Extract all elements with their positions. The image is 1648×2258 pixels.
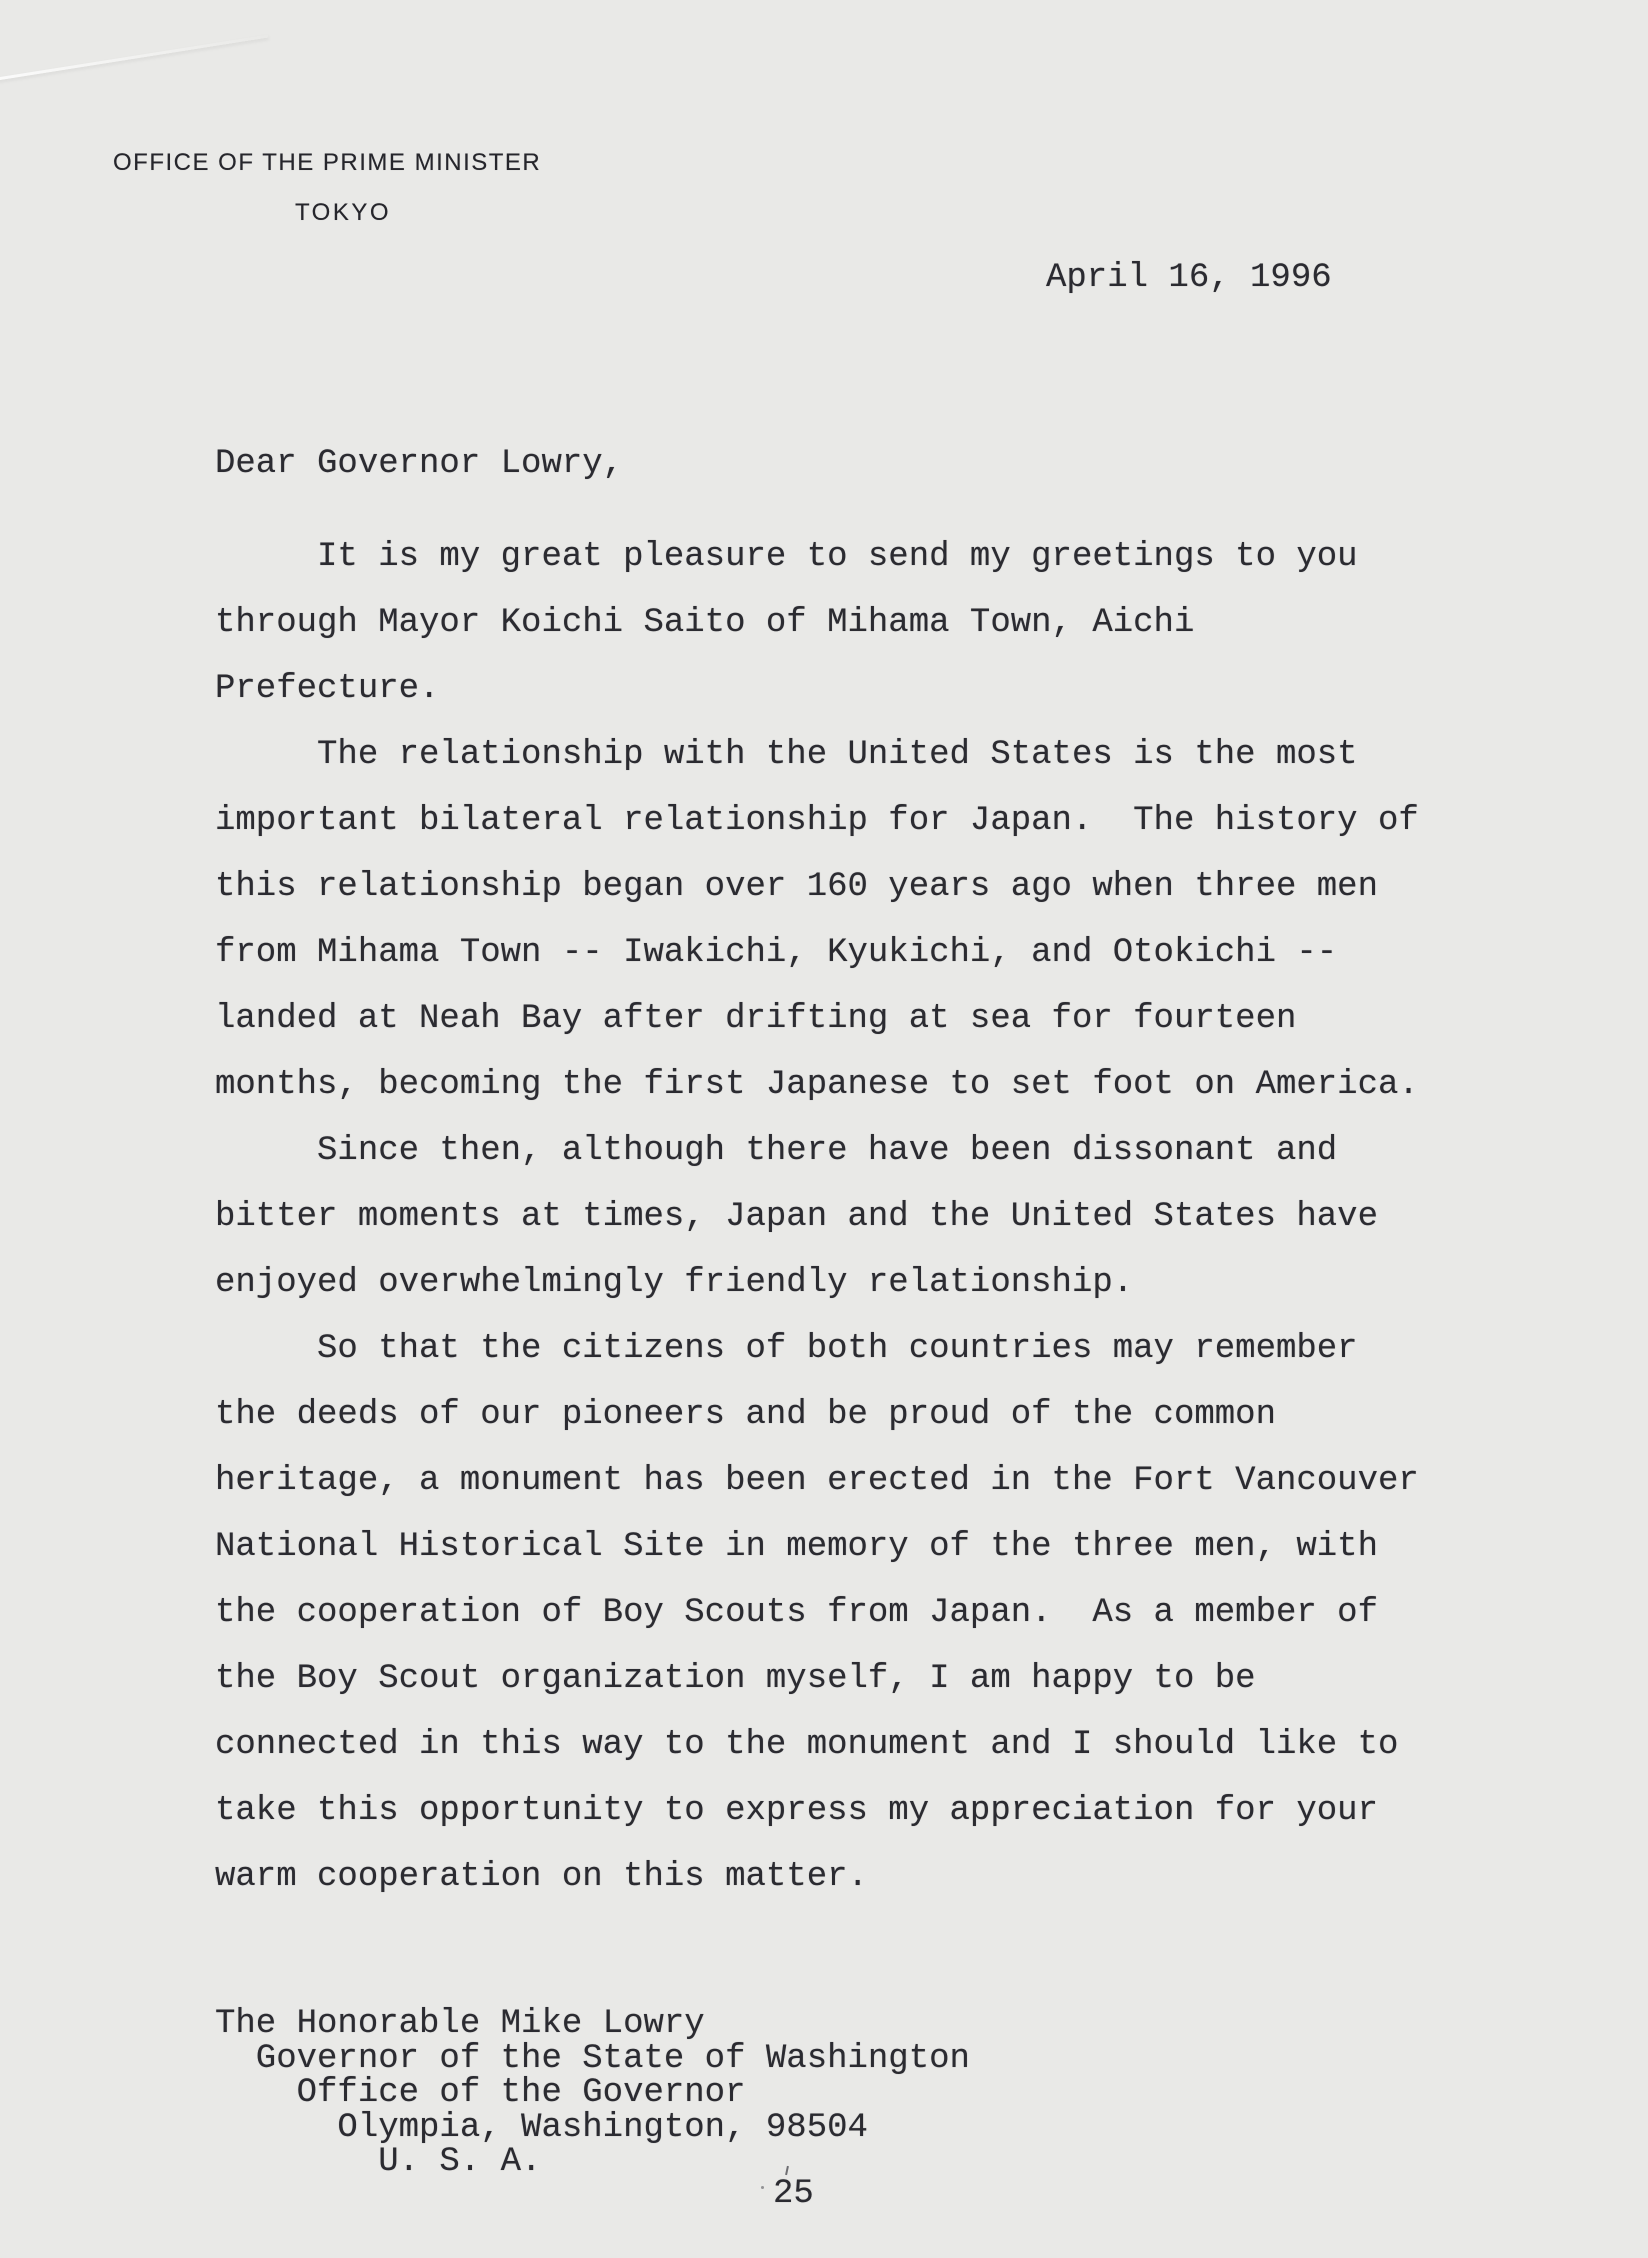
body-line: the Boy Scout organization myself, I am happy to be [215,1660,1256,1698]
recipient-line: Olympia, Washington, 98504 [215,2108,868,2147]
recipient-line: Governor of the State of Washington [215,2039,970,2078]
body-line: heritage, a monument has been erected in the Fort Vancouver [215,1462,1419,1500]
body-line: months, becoming the first Japanese to set foot on America. [215,1066,1419,1104]
letterhead-office-line: OFFICE OF THE PRIME MINISTER [113,149,542,176]
body-line: the cooperation of Boy Scouts from Japan. As a member of [215,1594,1378,1632]
recipient-line: U. S. A. [215,2143,542,2181]
body-line: enjoyed overwhelmingly friendly relationship. [215,1264,1134,1302]
body-line: warm cooperation on this matter. [215,1858,868,1896]
paper-crease [0,35,268,85]
body-line: connected in this way to the monument and I should like to [215,1726,1399,1764]
body-line: It is my great pleasure to send my greetings to you [215,538,1358,576]
letterhead [113,149,573,227]
body-line: take this opportunity to express my appreciation for your [215,1792,1378,1830]
body-line: bitter moments at times, Japan and the United States have [215,1198,1378,1236]
body-line: landed at Neah Bay after drifting at sea for fourteen [215,1000,1297,1038]
body-line: this relationship began over 160 years ago when three men [215,868,1378,906]
body-line: So that the citizens of both countries may remember [215,1330,1358,1368]
body-line: The relationship with the United States is the most [215,736,1358,774]
letter-body [215,524,1419,1910]
recipient-line: Office of the Governor [215,2074,746,2112]
body-line: the deeds of our pioneers and be proud of the common [215,1396,1276,1434]
body-line: Prefecture. [215,670,440,708]
page-number: 25 [773,2175,814,2213]
body-line: National Historical Site in memory of the three men, with [215,1528,1378,1566]
recipient-line: The Honorable Mike Lowry [215,2005,705,2043]
recipient-address-block [215,2007,970,2180]
body-line: through Mayor Koichi Saito of Mihama Town, Aichi [215,604,1195,642]
letterhead-city-line: TOKYO [294,199,392,226]
body-line: from Mihama Town -- Iwakichi, Kyukichi, and Otokichi -- [215,934,1338,972]
body-line: important bilateral relationship for Japan. The history of [215,802,1419,840]
salutation: Dear Governor Lowry, [215,445,624,483]
date-line: April 16, 1996 [1046,259,1332,297]
body-line: Since then, although there have been dissonant and [215,1132,1338,1170]
scan-artifact-speck [761,2186,764,2189]
